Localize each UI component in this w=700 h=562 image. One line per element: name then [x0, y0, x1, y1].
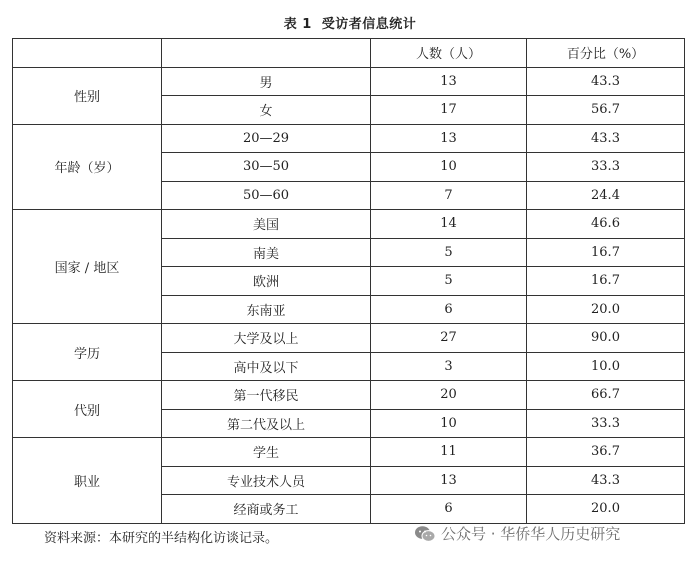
count-cell: 13 [371, 124, 527, 153]
count-cell: 3 [371, 352, 527, 381]
percent-cell: 10.0 [527, 352, 685, 381]
item-label: 美国 [162, 210, 371, 239]
percent-cell: 16.7 [527, 267, 685, 296]
source-note: 资料来源：本研究的半结构化访谈记录。 [44, 531, 279, 546]
item-label: 50—60 [162, 181, 371, 210]
percent-cell: 24.4 [527, 181, 685, 210]
item-label: 大学及以上 [162, 324, 371, 353]
count-cell: 13 [371, 67, 527, 96]
item-label: 高中及以下 [162, 352, 371, 381]
count-cell: 5 [371, 238, 527, 267]
percent-cell: 33.3 [527, 153, 685, 182]
group-label: 学历 [13, 324, 162, 381]
group-label: 年龄（岁） [13, 124, 162, 210]
table-header-row [13, 39, 685, 68]
count-cell: 11 [371, 438, 527, 467]
count-cell: 7 [371, 181, 527, 210]
count-cell: 6 [371, 495, 527, 524]
count-cell: 14 [371, 210, 527, 239]
watermark-text: 公众号 · 华侨华人历史研究 [441, 525, 621, 543]
table-row [13, 210, 685, 239]
table-row [13, 381, 685, 410]
header-count: 人数（人） [371, 39, 527, 68]
percent-cell: 20.0 [527, 495, 685, 524]
header-percent: 百分比（%） [527, 39, 685, 68]
count-cell: 6 [371, 295, 527, 324]
group-label: 职业 [13, 438, 162, 524]
wechat-icon [414, 525, 436, 543]
percent-cell: 46.6 [527, 210, 685, 239]
percent-cell: 43.3 [527, 124, 685, 153]
percent-cell: 66.7 [527, 381, 685, 410]
respondent-stats-table [12, 38, 685, 524]
group-label: 代别 [13, 381, 162, 438]
count-cell: 13 [371, 466, 527, 495]
item-label: 20—29 [162, 124, 371, 153]
table-body [13, 39, 685, 524]
table-caption: 受访者信息统计 [321, 17, 417, 32]
percent-cell: 90.0 [527, 324, 685, 353]
count-cell: 10 [371, 409, 527, 438]
table-title [0, 13, 700, 32]
item-label: 南美 [162, 238, 371, 267]
table-row [13, 438, 685, 467]
count-cell: 5 [371, 267, 527, 296]
header-cell [162, 39, 371, 68]
item-label: 第一代移民 [162, 381, 371, 410]
percent-cell: 43.3 [527, 466, 685, 495]
percent-cell: 16.7 [527, 238, 685, 267]
table-row [13, 67, 685, 96]
count-cell: 10 [371, 153, 527, 182]
header-cell [13, 39, 162, 68]
count-cell: 27 [371, 324, 527, 353]
item-label: 欧洲 [162, 267, 371, 296]
table-number: 表 1 [283, 17, 312, 32]
percent-cell: 33.3 [527, 409, 685, 438]
table-row [13, 324, 685, 353]
count-cell: 20 [371, 381, 527, 410]
item-label: 30—50 [162, 153, 371, 182]
group-label: 性别 [13, 67, 162, 124]
item-label: 男 [162, 67, 371, 96]
item-label: 第二代及以上 [162, 409, 371, 438]
percent-cell: 36.7 [527, 438, 685, 467]
percent-cell: 20.0 [527, 295, 685, 324]
item-label: 女 [162, 96, 371, 125]
count-cell: 17 [371, 96, 527, 125]
group-label: 国家 / 地区 [13, 210, 162, 324]
table-row [13, 124, 685, 153]
watermark [414, 523, 620, 544]
item-label: 学生 [162, 438, 371, 467]
item-label: 专业技术人员 [162, 466, 371, 495]
item-label: 经商或务工 [162, 495, 371, 524]
percent-cell: 56.7 [527, 96, 685, 125]
item-label: 东南亚 [162, 295, 371, 324]
percent-cell: 43.3 [527, 67, 685, 96]
